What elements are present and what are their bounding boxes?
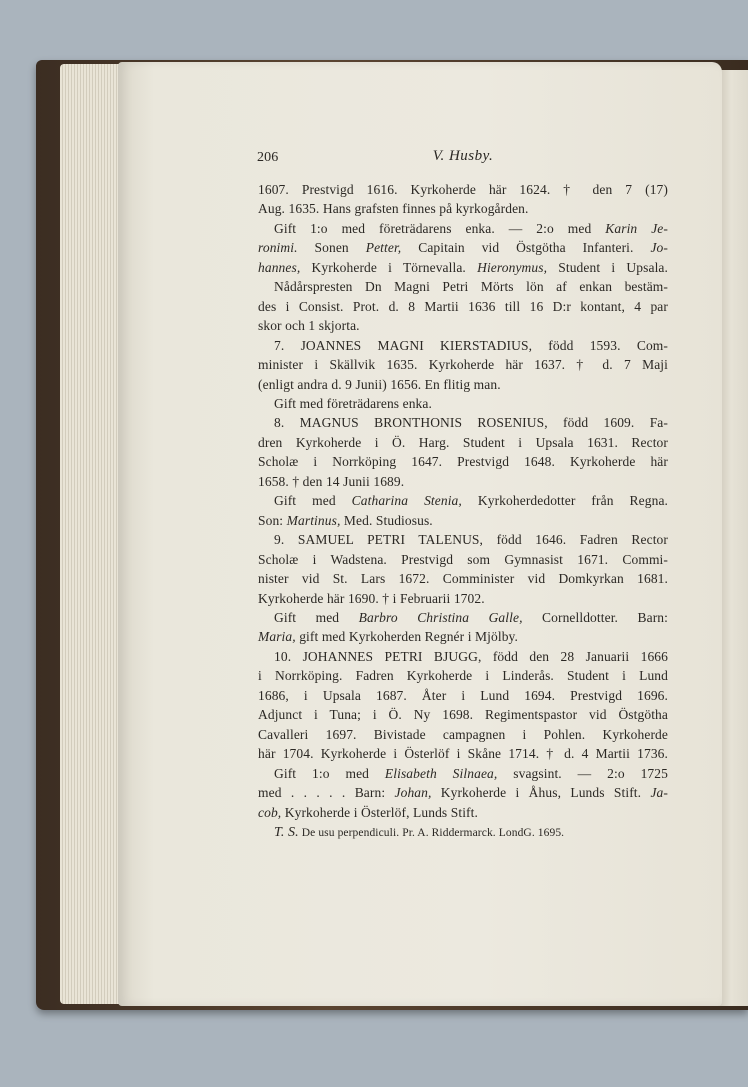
text-segment: Adjunct i Tuna; i Ö. Ny 1698. Regimentspastor vid Östgötha <box>258 707 668 723</box>
text-segment: Kyrkoherde i Åhus, Lunds Stift. <box>431 785 651 801</box>
text-line <box>258 589 668 608</box>
italic-name: Martinus, <box>286 512 341 528</box>
text-line <box>258 627 668 646</box>
footnote-mark: T. S. <box>274 824 299 840</box>
text-segment: Aug. 1635. Hans grafsten finnes på kyrkogården. <box>258 201 529 217</box>
footnote-text: De usu perpendiculi. Pr. A. Riddermarck. LondG. 1695. <box>301 826 565 839</box>
text-segment: minister i Skällvik 1635. Kyrkoherde här 1637. † d. 7 Maji <box>258 357 668 373</box>
text-line <box>258 297 668 316</box>
text-segment: Nådårspresten Dn Magni Petri Mörts lön af enkan bestäm- <box>274 279 668 295</box>
text-segment: Cornelldotter. Barn: <box>522 609 668 625</box>
text-line <box>258 803 668 822</box>
text-segment: (enligt andra d. 9 Junii) 1656. En flitig man. <box>258 376 501 392</box>
italic-name: Hieronymus, <box>477 259 548 275</box>
text-segment: 1658. † den 14 Junii 1689. <box>258 473 405 489</box>
text-line <box>258 199 668 218</box>
text-segment: Cavalleri 1697. Bivistade campagnen i Pohlen. Kyrkoherde <box>258 726 668 742</box>
text-segment: nister vid St. Lars 1672. Comminister vid Domkyrkan 1681. <box>258 571 668 587</box>
text-line <box>258 452 668 471</box>
text-segment: Gift 1:o med <box>274 765 385 781</box>
text-line <box>258 472 668 491</box>
italic-name: Barbro Christina Galle, <box>358 609 523 625</box>
text-segment: Med. Studiosus. <box>340 512 433 528</box>
text-line <box>258 550 668 569</box>
text-line <box>258 394 668 413</box>
text-segment: 1607. Prestvigd 1616. Kyrkoherde här 1624. † den 7 (17) <box>258 182 668 197</box>
italic-name: Ja- <box>650 785 668 801</box>
text-segment: svagsint. — 2:o 1725 <box>497 765 668 781</box>
text-line <box>258 219 668 238</box>
text-segment: Kyrkoherde i Österlöf, Lunds Stift. <box>281 804 478 820</box>
text-segment: Scholæ i Norrköping 1647. Prestvigd 1648. Kyrkoherde här <box>258 454 668 470</box>
text-segment: 9. SAMUEL PETRI TALENUS, född 1646. Fadren Rector <box>274 532 668 548</box>
text-line <box>258 413 668 432</box>
text-segment: 8. MAGNUS BRONTHONIS ROSENIUS, född 1609. Fa- <box>274 415 668 431</box>
text-line <box>258 277 668 296</box>
page-header <box>258 148 668 170</box>
text-segment: des i Consist. Prot. d. 8 Martii 1636 till 16 D:r kontant, 4 par <box>258 298 668 314</box>
text-segment: Scholæ i Wadstena. Prestvigd som Gymnasist 1671. Commi- <box>258 551 668 567</box>
text-segment: Kyrkoherde här 1690. † i Februarii 1702. <box>258 590 485 606</box>
text-segment: Sonen <box>297 240 366 256</box>
facing-page-edge <box>718 70 748 1006</box>
text-segment: 7. JOANNES MAGNI KIERSTADIUS, född 1593. Com- <box>274 337 668 353</box>
body-text <box>258 180 668 822</box>
text-segment: i Norrköping. Fadren Kyrkoherde i Linderås. Student i Lund <box>258 668 668 684</box>
text-segment: 10. JOHANNES PETRI BJUGG, född den 28 Januarii 1666 <box>274 648 668 664</box>
text-line <box>258 783 668 802</box>
text-line <box>258 355 668 374</box>
text-segment: med . . . . . Barn: <box>258 785 395 801</box>
italic-name: Catharina Stenia, <box>351 493 462 509</box>
text-segment: Student i Upsala. <box>547 259 668 275</box>
running-head: V. Husby. <box>432 148 494 164</box>
italic-name: ronimi. <box>258 240 298 256</box>
italic-name: Petter, <box>365 240 402 256</box>
text-line <box>258 180 668 199</box>
text-segment: Kyrkoherdedotter från Regna. <box>461 493 669 509</box>
text-line <box>258 705 668 724</box>
text-line <box>258 608 668 627</box>
text-segment: Gift 1:o med företrädarens enka. — 2:o med <box>274 220 606 236</box>
text-line <box>258 569 668 588</box>
text-line <box>258 238 668 257</box>
text-line <box>258 433 668 452</box>
text-line <box>258 764 668 783</box>
text-line <box>258 666 668 685</box>
italic-name: Elisabeth Silnaea, <box>384 765 498 781</box>
italic-name: Karin Je- <box>605 220 668 236</box>
italic-name: Jo- <box>650 240 668 256</box>
text-line <box>258 511 668 530</box>
text-segment: Capitain vid Östgötha Infanteri. <box>401 240 651 256</box>
text-line <box>258 375 668 394</box>
text-segment: här 1704. Kyrkoherde i Österlöf i Skåne 1714. † d. 4 Martii 1736. <box>258 746 668 762</box>
text-line <box>258 258 668 277</box>
text-line <box>258 530 668 549</box>
text-segment: Son: <box>258 512 287 528</box>
footnote <box>258 823 668 843</box>
text-line <box>258 725 668 744</box>
text-line <box>258 336 668 355</box>
text-line <box>258 686 668 705</box>
page-number: 206 <box>257 150 279 165</box>
text-segment: Gift med <box>274 493 352 509</box>
text-segment: 1686, i Upsala 1687. Åter i Lund 1694. Prestvigd 1696. <box>258 687 668 703</box>
italic-name: Maria, <box>258 629 296 645</box>
page-text <box>258 148 668 843</box>
text-segment: Gift med företrädarens enka. <box>274 395 432 411</box>
text-line <box>258 316 668 335</box>
text-line <box>258 491 668 510</box>
text-line <box>258 647 668 666</box>
italic-name: hannes, <box>258 259 301 275</box>
italic-name: cob, <box>258 804 282 820</box>
text-segment: dren Kyrkoherde i Ö. Harg. Student i Upsala 1631. Rector <box>258 434 668 450</box>
italic-name: Johan, <box>394 785 432 801</box>
text-segment: gift med Kyrkoherden Regnér i Mjölby. <box>295 629 518 645</box>
text-segment: Gift med <box>274 609 359 625</box>
text-segment: Kyrkoherde i Törnevalla. <box>300 259 478 275</box>
text-segment: skor och 1 skjorta. <box>258 318 360 334</box>
text-line <box>258 744 668 763</box>
